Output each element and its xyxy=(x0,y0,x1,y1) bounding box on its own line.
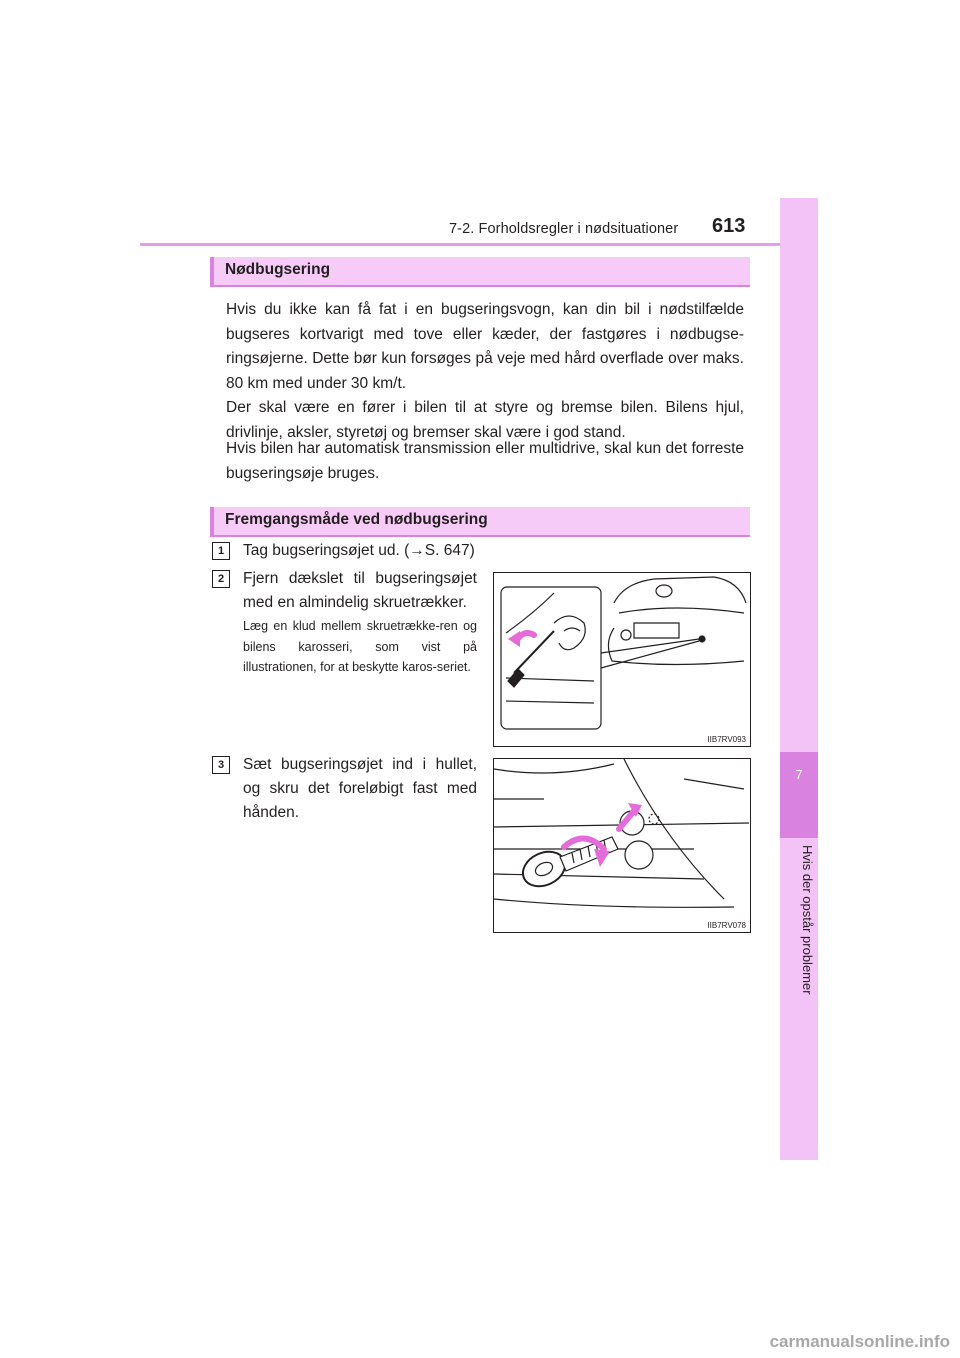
section-heading-towing-procedure xyxy=(210,507,750,535)
chapter-title-text: Hvis der opstår problemer xyxy=(800,845,815,995)
section-title: Fremgangsmåde ved nødbugsering xyxy=(225,511,488,528)
section-title: Nødbugsering xyxy=(225,261,331,278)
paragraph: Der skal være en fører i bilen til at styre og bremse bilen. Bilens hjul, drivlinje, aksler, styretøj og bremser skal være i god stand. xyxy=(226,399,744,441)
chapter-title xyxy=(799,845,815,1005)
step-number-box: 2 xyxy=(212,570,230,588)
step-text: Fjern dækslet til bugseringsøjet med en almindelig skruetrækker. xyxy=(243,570,477,611)
car-bumper-screwdriver-illustration xyxy=(494,573,750,746)
step-number-box: 3 xyxy=(212,756,230,774)
paragraph: Hvis bilen har automatisk transmission eller multidrive, skal kun det forreste bugseringsøje bruges. xyxy=(226,440,744,482)
step-text: Sæt bugseringsøjet ind i hullet, og skru det foreløbigt fast med hånden. xyxy=(243,756,477,821)
illustration-insert-eye xyxy=(493,758,751,933)
illustration-remove-cover xyxy=(493,572,751,747)
step-note: Læg en klud mellem skruetrække-ren og bilens karosseri, som vist på illustrationen, for at beskytte karos-seriet. xyxy=(243,619,477,674)
towing-eye-insertion-illustration xyxy=(494,759,750,932)
figure-code: IIB7RV093 xyxy=(707,735,746,744)
header-rule xyxy=(140,243,818,246)
section-heading-emergency-towing xyxy=(210,257,750,285)
figure-code: IIB7RV078 xyxy=(707,921,746,930)
step-number-box: 1 xyxy=(212,542,230,560)
step-text: Tag bugseringsøjet ud. (→S. 647) xyxy=(243,542,475,559)
watermark: carmanualsonline.info xyxy=(769,1332,950,1351)
chapter-tab-marker xyxy=(780,752,818,838)
page-number: 613 xyxy=(712,215,746,237)
chapter-side-tab xyxy=(780,198,818,1160)
chapter-number: 7 xyxy=(795,767,803,782)
paragraph: Hvis du ikke kan få fat i en bugseringsvogn, kan din bil i nødstilfælde bugseres kortvarigt med tove eller kæder, der fastgøres i nødbugse-ringsøjerne. Dette bør kun forsøges på veje med hård overflade over maks. 80 km med under 30 km/t. xyxy=(226,301,744,392)
running-header: 7-2. Forholdsregler i nødsituationer xyxy=(449,221,679,237)
